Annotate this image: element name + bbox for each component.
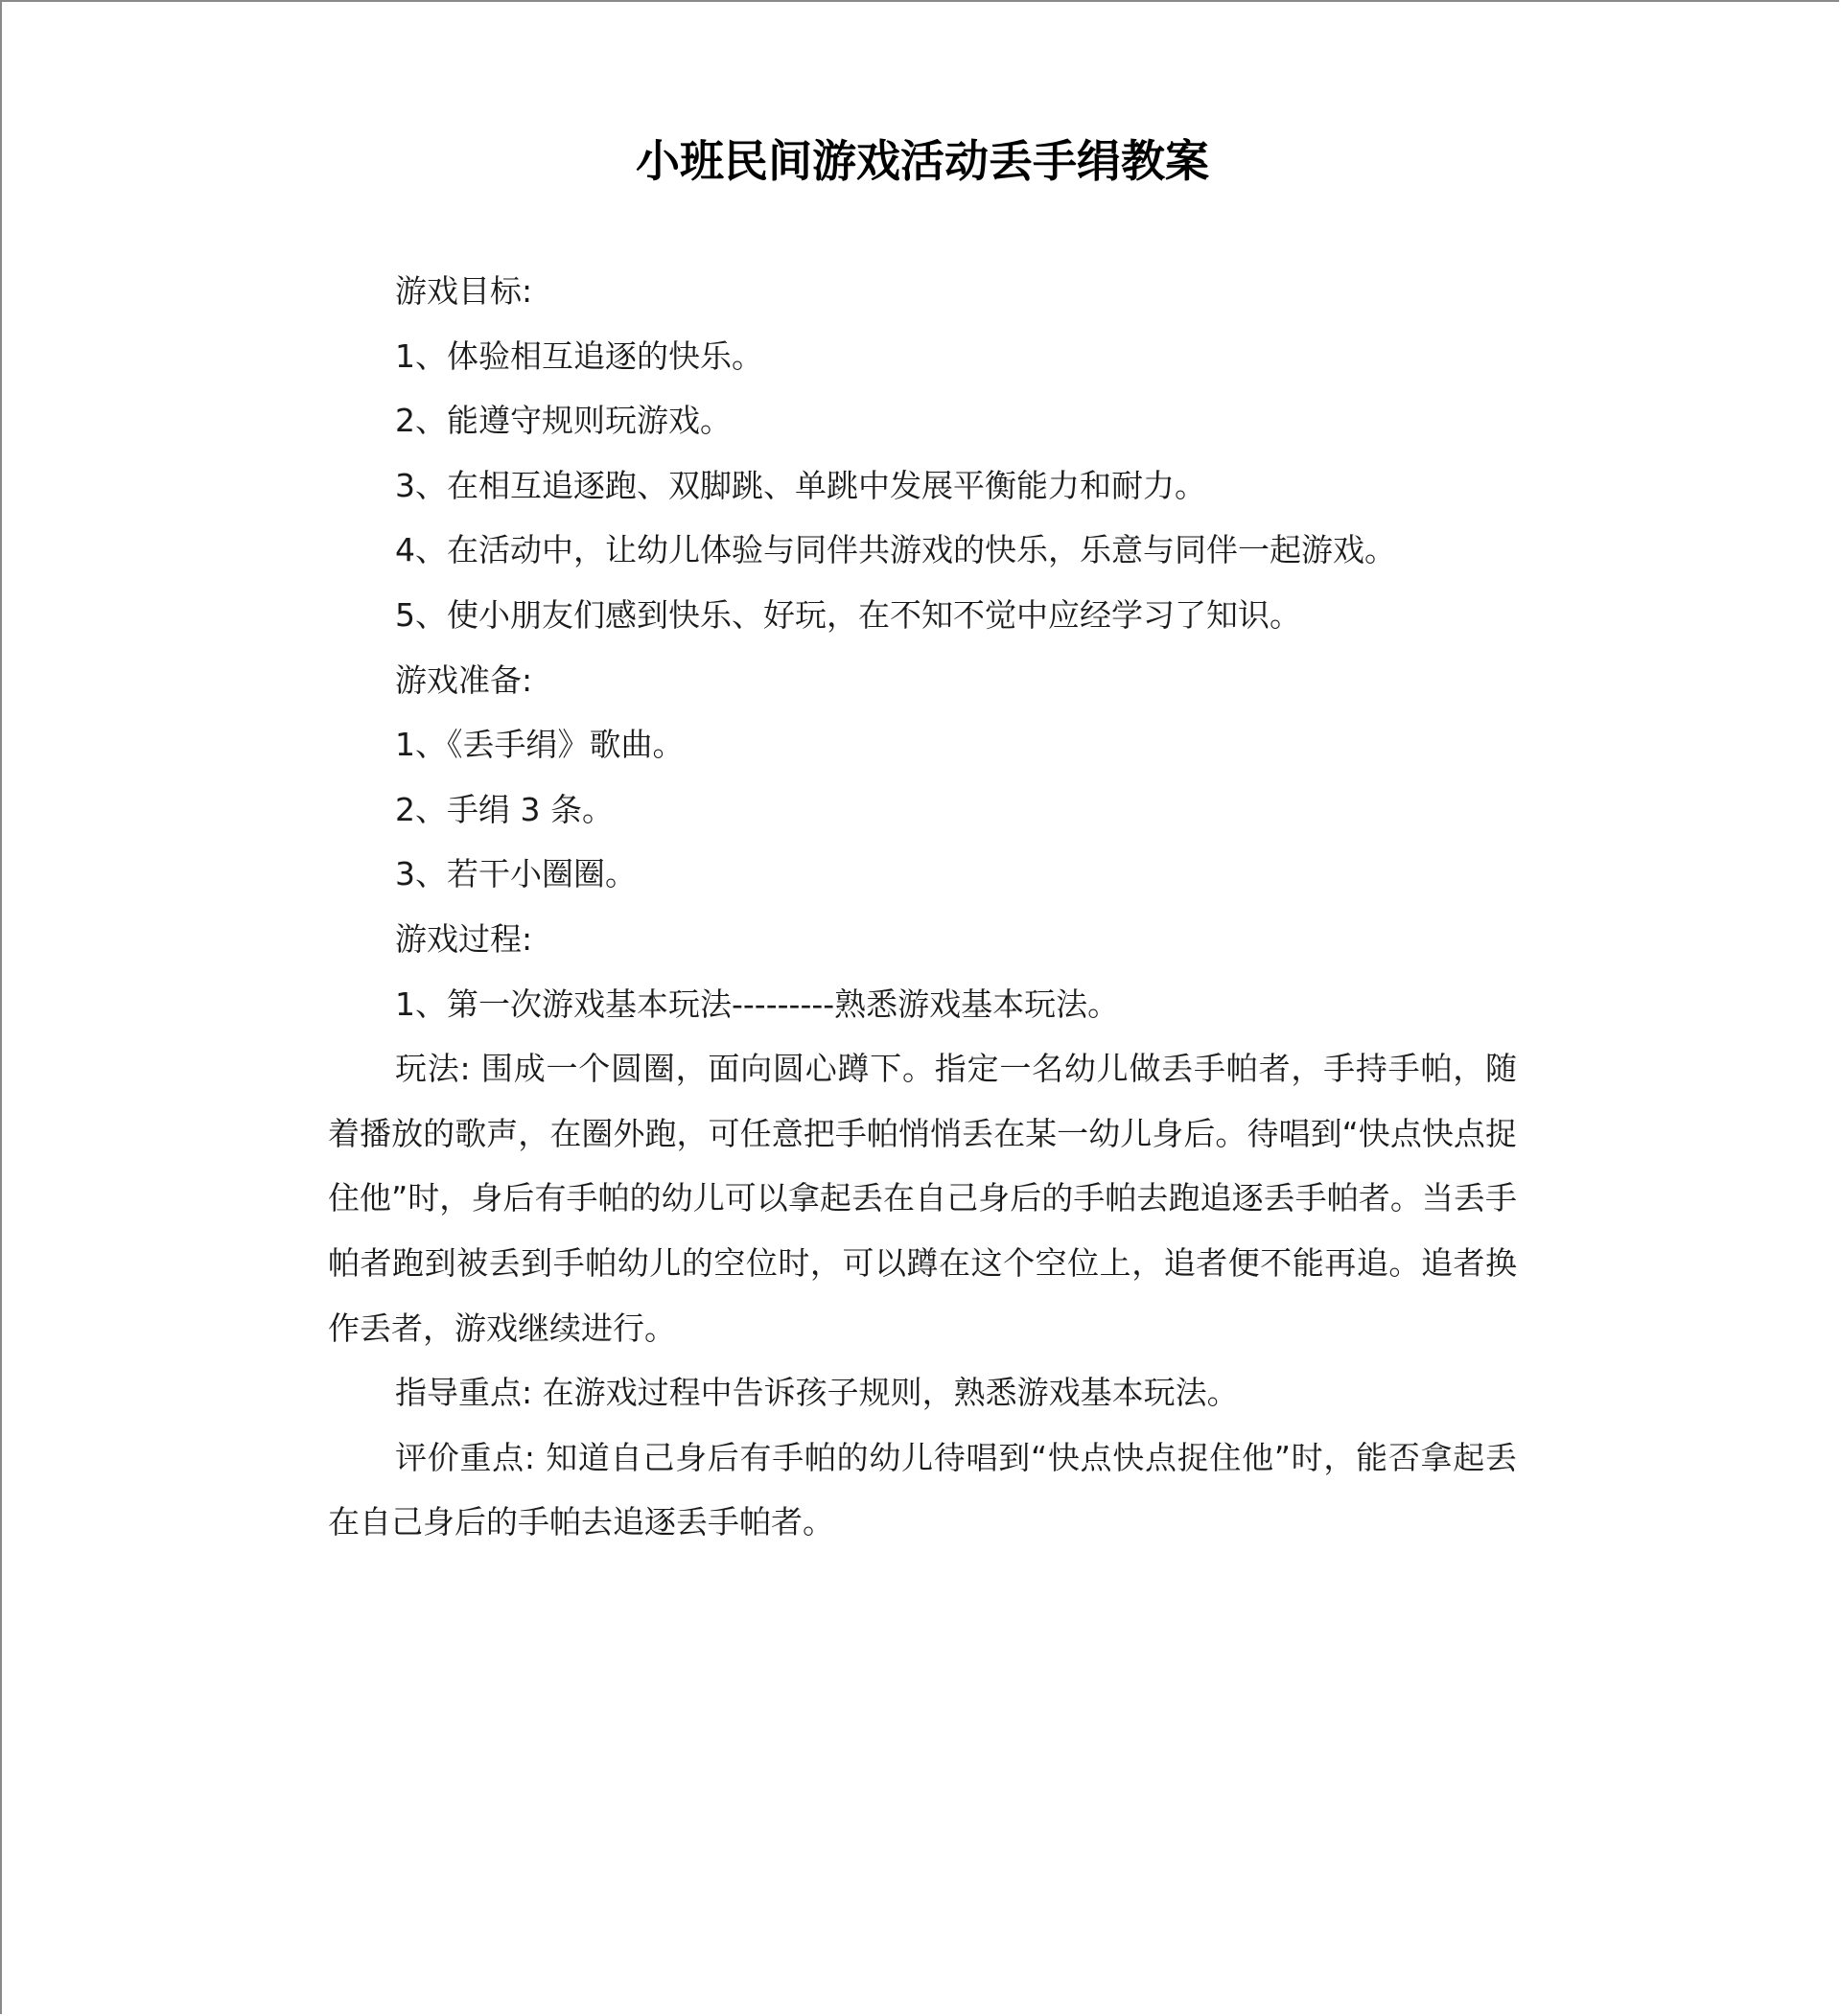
gameplay-paragraph: 玩法: 围成一个圆圈，面向圆心蹲下。指定一名幼儿做丢手帕者，手持手帕，随着播放的歌声，在圈外跑，可任意把手帕悄悄丢在某一幼儿身后。待唱到“快点快点捉住他”时，身后有手帕的幼儿可以拿起丢在自己身后的手帕去跑追逐丢手帕者。当丢手帕者跑到被丢到手帕幼儿的空位时，可以蹲在这个空位上，追者便不能再追。追者换作丢者，游戏继续进行。 [328,1050,1517,1347]
preparation-item-1: 1、《丢手绢》歌曲。 [395,726,685,764]
section-heading-process: 游戏过程: [395,919,533,958]
goal-item-1: 1、体验相互追逐的快乐。 [395,336,763,375]
section-heading-preparation: 游戏准备: [395,660,533,699]
guidance-paragraph: 指导重点: 在游戏过程中告诉孩子规则，熟悉游戏基本玩法。 [395,1374,1239,1412]
goal-item-3: 3、在相互追逐跑、双脚跳、单跳中发展平衡能力和耐力。 [395,466,1206,504]
preparation-item-2: 2、手绢 3 条。 [395,790,614,828]
document-title: 小班民间游戏活动丢手绢教案 [636,135,1209,187]
process-item-1: 1、第一次游戏基本玩法---------熟悉游戏基本玩法。 [395,985,1120,1023]
preparation-item-3: 3、若干小圈圈。 [395,855,637,893]
section-heading-goals: 游戏目标: [395,272,533,310]
evaluation-paragraph: 评价重点: 知道自己身后有手帕的幼儿待唱到“快点快点捉住他”时，能否拿起丢在自己身后的手帕去追逐丢手帕者。 [328,1438,1517,1541]
goal-item-5: 5、使小朋友们感到快乐、好玩，在不知不觉中应经学习了知识。 [395,595,1301,634]
goal-item-4: 4、在活动中，让幼儿体验与同伴共游戏的快乐，乐意与同伴一起游戏。 [395,531,1396,569]
goal-item-2: 2、能遵守规则玩游戏。 [395,402,732,440]
document-body [328,259,1517,1555]
